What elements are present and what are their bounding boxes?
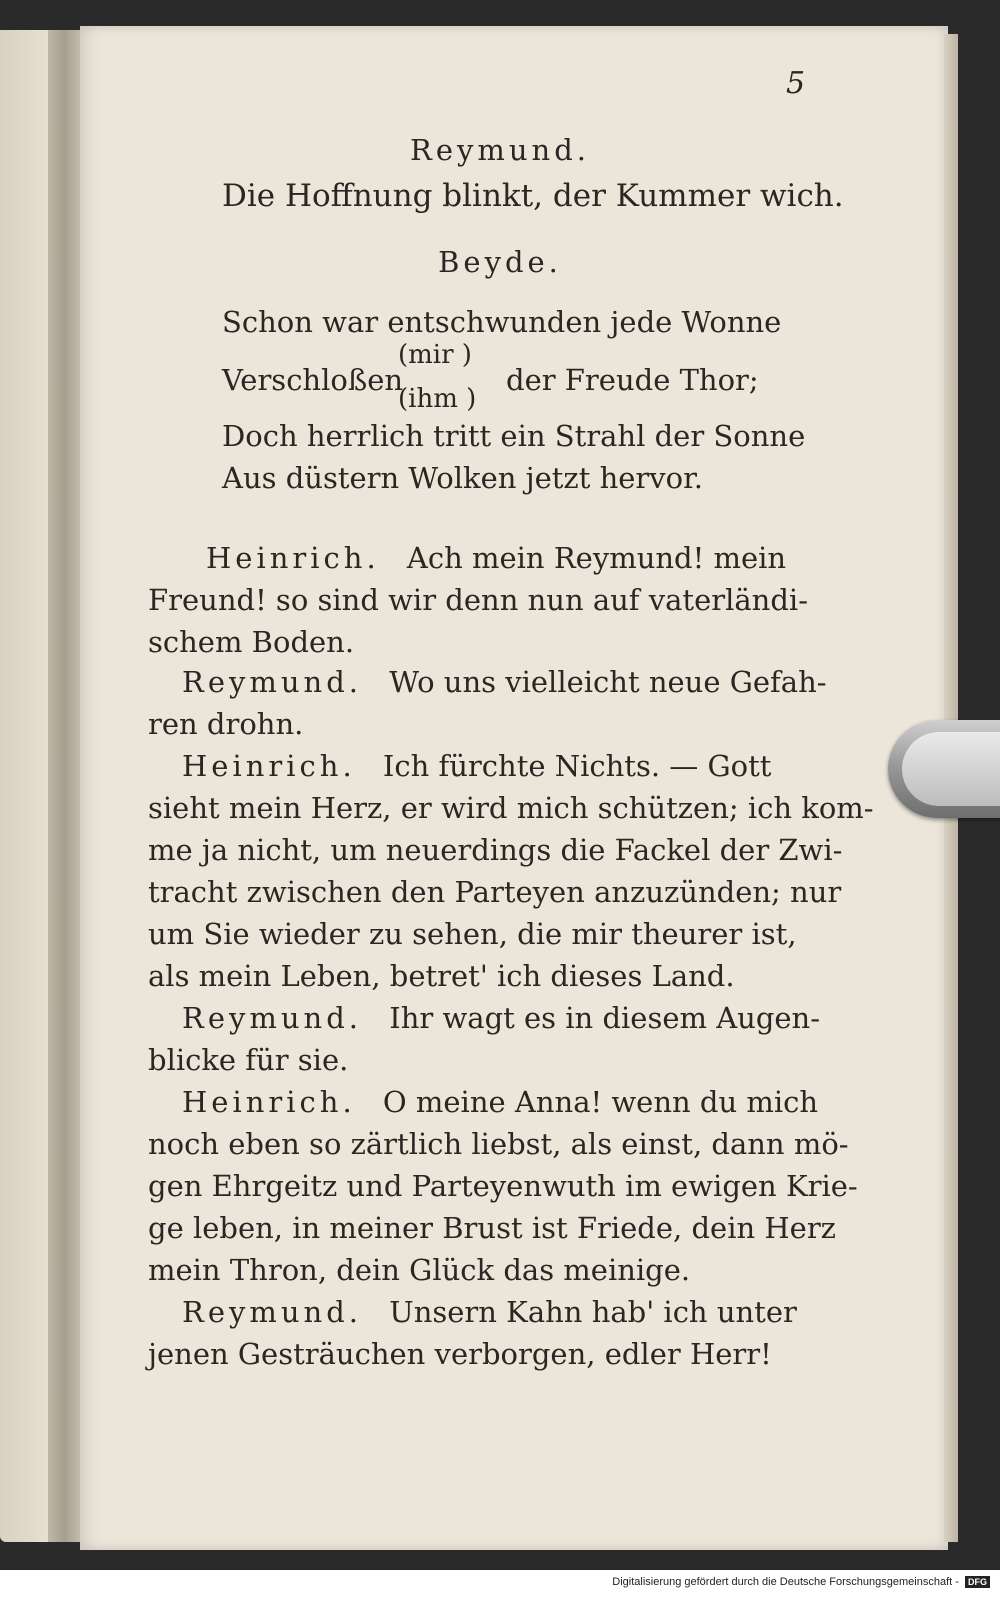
dialogue-line: ge leben, in meiner Brust ist Friede, dein Herz — [148, 1211, 836, 1245]
dialogue-line — [182, 1290, 797, 1334]
dialogue-text: Unsern Kahn hab' ich unter — [389, 1295, 797, 1329]
verse-line: Schon war entschwunden jede Wonne — [222, 305, 782, 339]
dfg-logo: DFG — [965, 1576, 990, 1588]
dialogue-line: blicke für sie. — [148, 1043, 349, 1077]
verse-line: Aus düstern Wolken jetzt hervor. — [222, 461, 704, 495]
dialogue-line: als mein Leben, betret' ich dieses Land. — [148, 959, 735, 993]
dialogue-line: schem Boden. — [148, 625, 355, 659]
dialogue-text: Ich fürchte Nichts. — Gott — [382, 749, 772, 783]
dialogue-line: sieht mein Herz, er wird mich schützen; ich kom- — [148, 791, 874, 825]
dialogue-line — [182, 660, 827, 704]
dialogue-line — [182, 996, 820, 1040]
page-number: 5 — [786, 66, 806, 101]
dialogue-line — [182, 1080, 818, 1124]
speaker-name: Reymund. — [182, 1295, 363, 1329]
bracketed-alternative-top: (mir ) — [398, 340, 472, 370]
verse-speaker: Reymund. — [409, 133, 591, 167]
page-clip-highlight — [902, 732, 1000, 806]
dialogue-line: noch eben so zärtlich liebst, als einst, dann mö- — [148, 1127, 849, 1161]
dialogue-text: Ach mein Reymund! mein — [406, 541, 787, 575]
verse-speaker: Beyde. — [438, 245, 562, 279]
dialogue-line — [182, 744, 771, 788]
footer-text: Digitalisierung gefördert durch die Deutsche Forschungsgemeinschaft - — [612, 1576, 959, 1588]
verse-line: Die Hoffnung blinkt, der Kummer wich. — [222, 178, 844, 214]
dialogue-line: mein Thron, dein Glück das meinige. — [148, 1253, 691, 1287]
speaker-name: Reymund. — [182, 665, 363, 699]
dialogue-line — [206, 536, 786, 580]
verse-line: Doch herrlich tritt ein Strahl der Sonne — [222, 419, 806, 453]
dialogue-line: Freund! so sind wir denn nun auf vaterländi- — [148, 583, 808, 617]
dialogue-text: O meine Anna! wenn du mich — [382, 1085, 819, 1119]
speaker-name: Heinrich. — [182, 1085, 356, 1119]
verse-line-start: Verschloßen — [222, 363, 404, 397]
digitization-footer — [0, 1576, 990, 1596]
speaker-name: Heinrich. — [182, 749, 356, 783]
dialogue-line: ren drohn. — [148, 707, 304, 741]
verse-line-end: der Freude Thor; — [506, 363, 759, 397]
speaker-name: Heinrich. — [206, 541, 380, 575]
dialogue-line: jenen Gesträuchen verborgen, edler Herr! — [148, 1337, 772, 1371]
dialogue-text: Wo uns vielleicht neue Gefah- — [389, 665, 827, 699]
dialogue-text: Ihr wagt es in diesem Augen- — [389, 1001, 821, 1035]
dialogue-line: um Sie wieder zu sehen, die mir theurer ist, — [148, 917, 797, 951]
dialogue-line: gen Ehrgeitz und Parteyenwuth im ewigen Krie- — [148, 1169, 858, 1203]
dialogue-line: me ja nicht, um neuerdings die Fackel der Zwi- — [148, 833, 843, 867]
dialogue-line: tracht zwischen den Parteyen anzuzünden; nur — [148, 875, 842, 909]
speaker-name: Reymund. — [182, 1001, 363, 1035]
bracketed-alternative-bottom: (ihm ) — [398, 384, 477, 414]
